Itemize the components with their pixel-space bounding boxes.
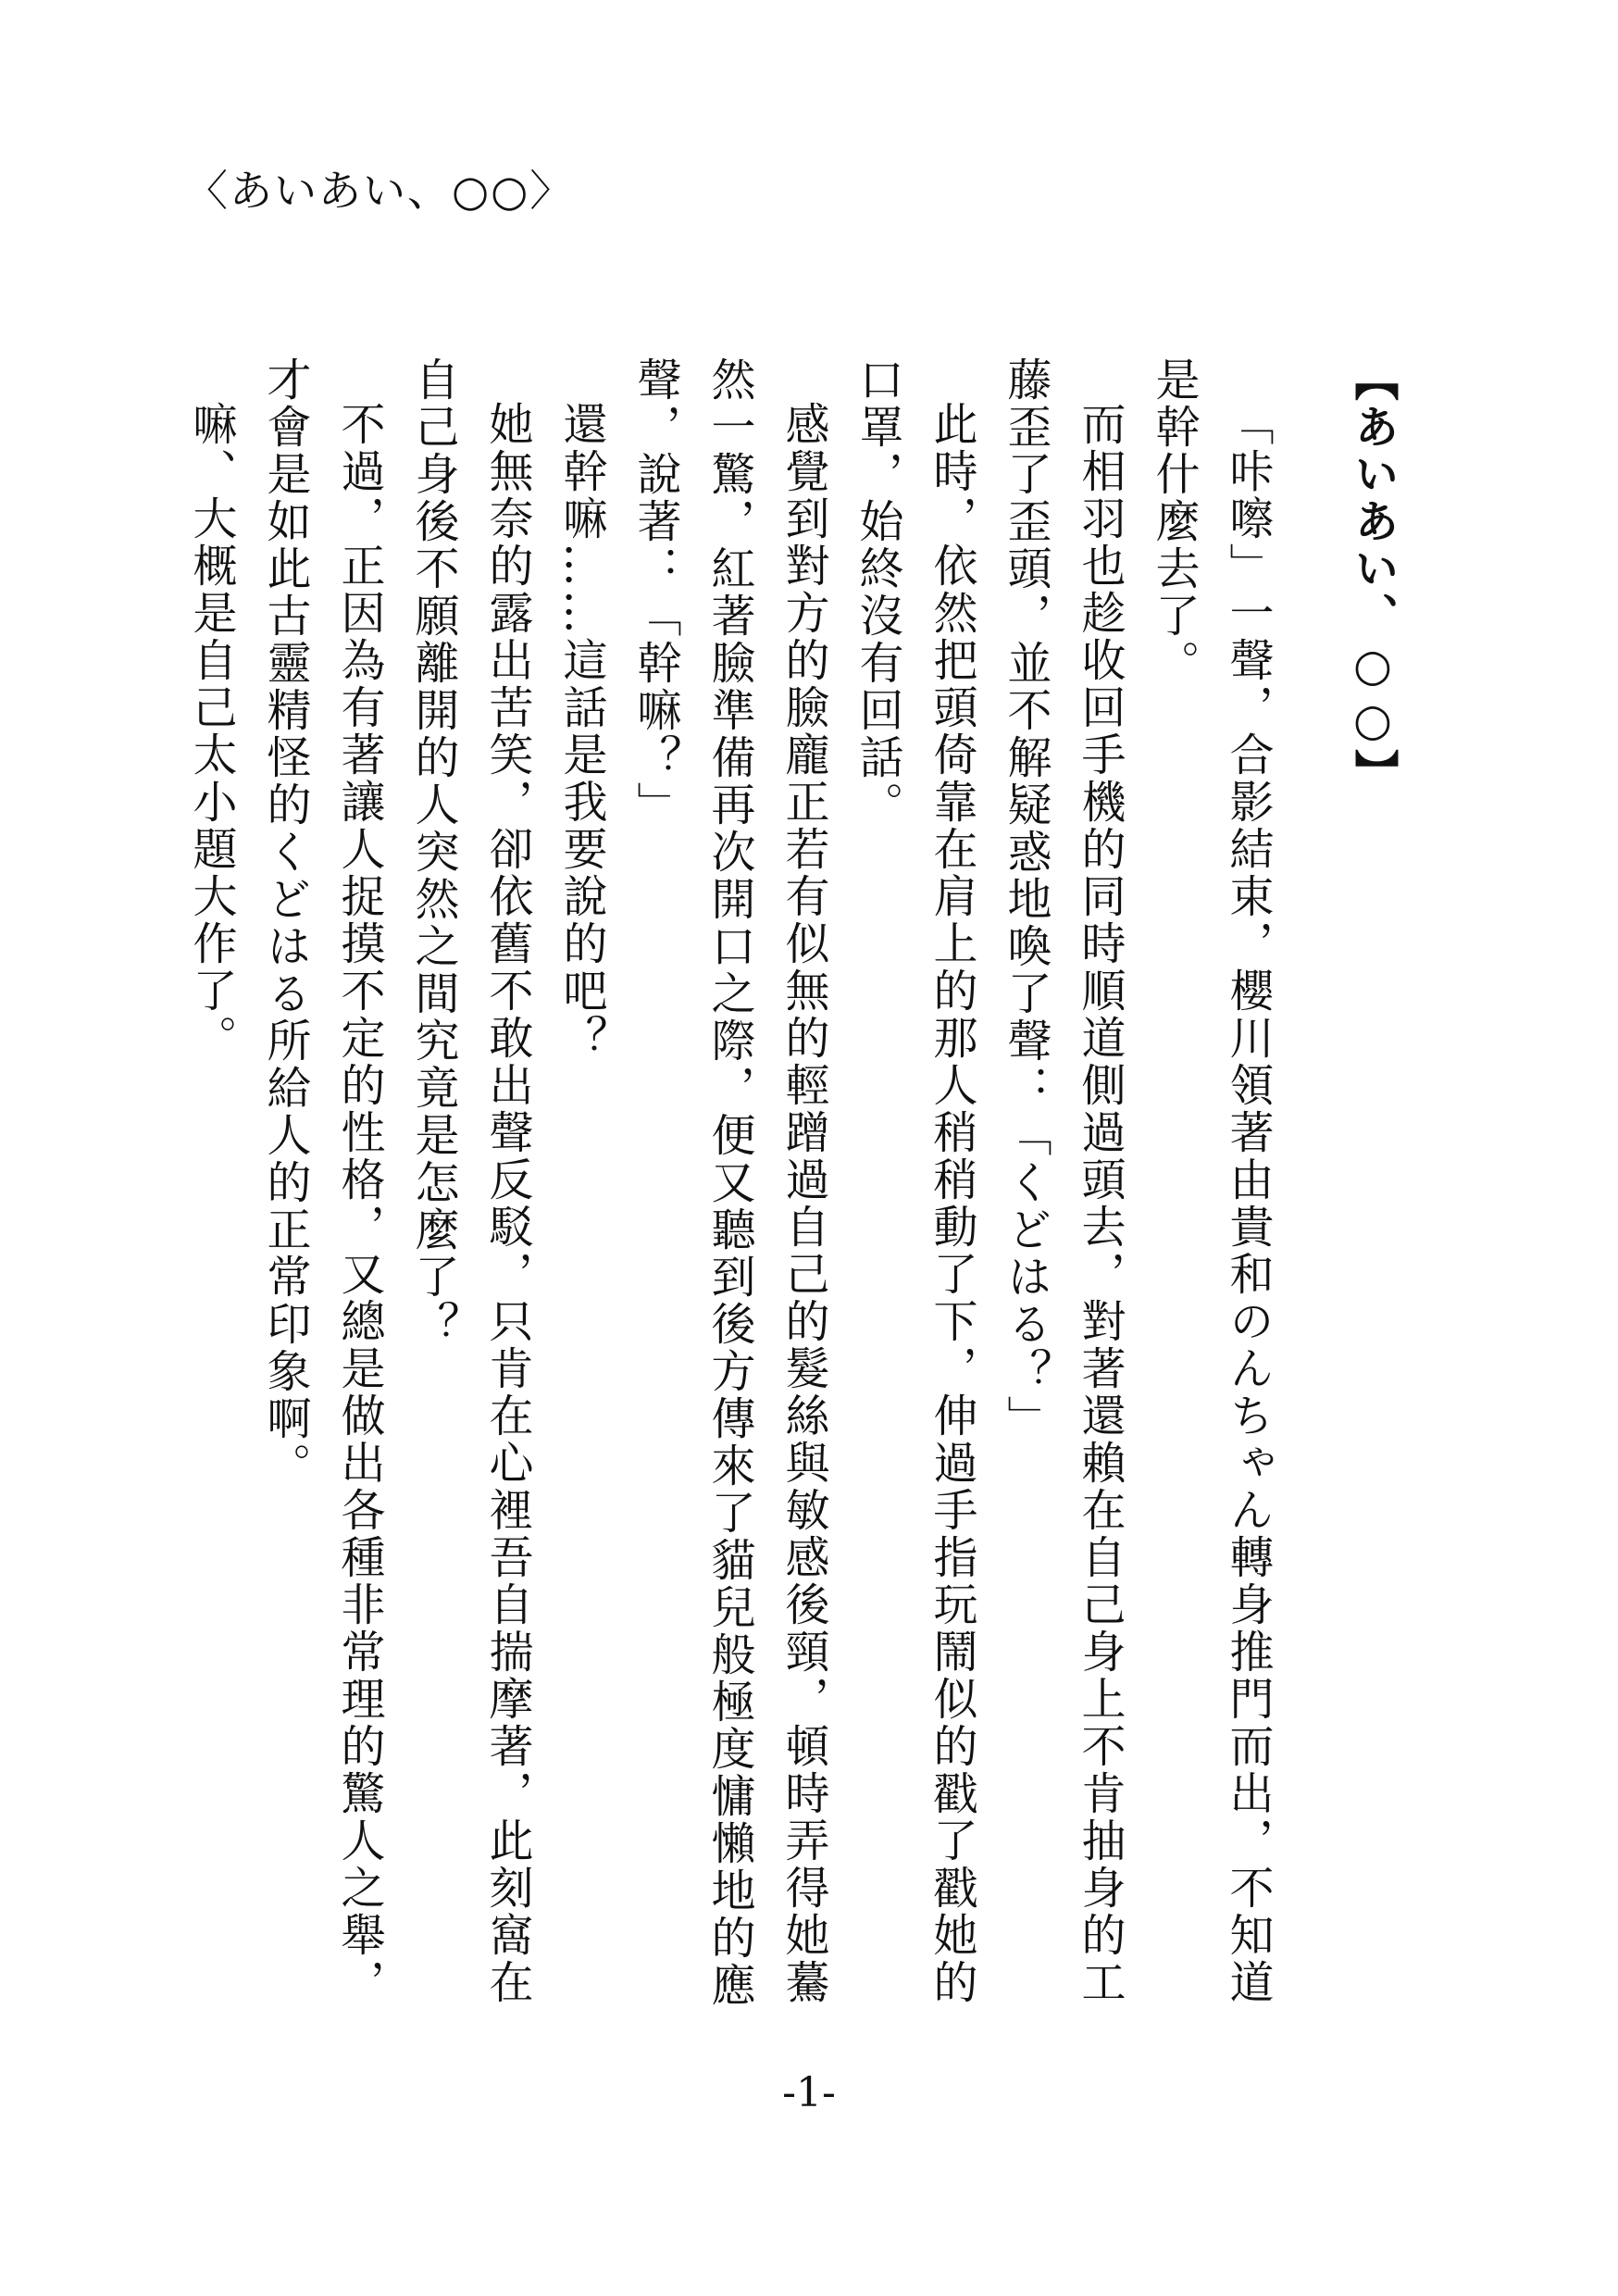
chapter-title: 【あいあい、○○】: [1347, 356, 1399, 796]
paragraph: 「咔嚓」一聲，合影結束，櫻川領著由貴和のんちゃん轉身推門而出，不知道是幹什麼去了。: [1148, 356, 1274, 2006]
paragraph: 還幹嘛……這話是我要說的吧？: [555, 401, 607, 1062]
running-header: 〈あいあい、○○〉: [185, 166, 575, 216]
body-text: [95, 356, 1410, 2014]
paragraph: 不過，正因為有著讓人捉摸不定的性格，又總是做出各種非常理的驚人之舉，才會是如此古靈精怪的くどはる所給人的正常印象啊。: [259, 356, 385, 2006]
paragraph: 她無奈的露出苦笑，卻依舊不敢出聲反駁，只肯在心裡吾自揣摩著，此刻窩在自己身後不願離開的人突然之間究竟是怎麼了？: [407, 356, 533, 2006]
paragraph: 此時，依然把頭倚靠在肩上的那人稍稍動了下，伸過手指玩鬧似的戳了戳她的口罩，始終沒有回話。: [852, 356, 977, 2006]
page-number: -1-: [782, 2069, 836, 2116]
paragraph: 嘛、大概是自己太小題大作了。: [185, 401, 237, 1062]
paragraph: 感覺到對方的臉龐正若有似無的輕蹭過自己的髮絲與敏感後頸，頓時弄得她驀然一驚，紅著臉準備再次開口之際，便又聽到後方傳來了貓兒般極度慵懶地的應聲，說著：「幹嘛？」: [629, 356, 829, 2009]
paragraph: 而相羽也趁收回手機的同時順道側過頭去，對著還賴在自己身上不肯抽身的工藤歪了歪頭，並不解疑惑地喚了聲：「くどはる？」: [1000, 356, 1126, 2006]
